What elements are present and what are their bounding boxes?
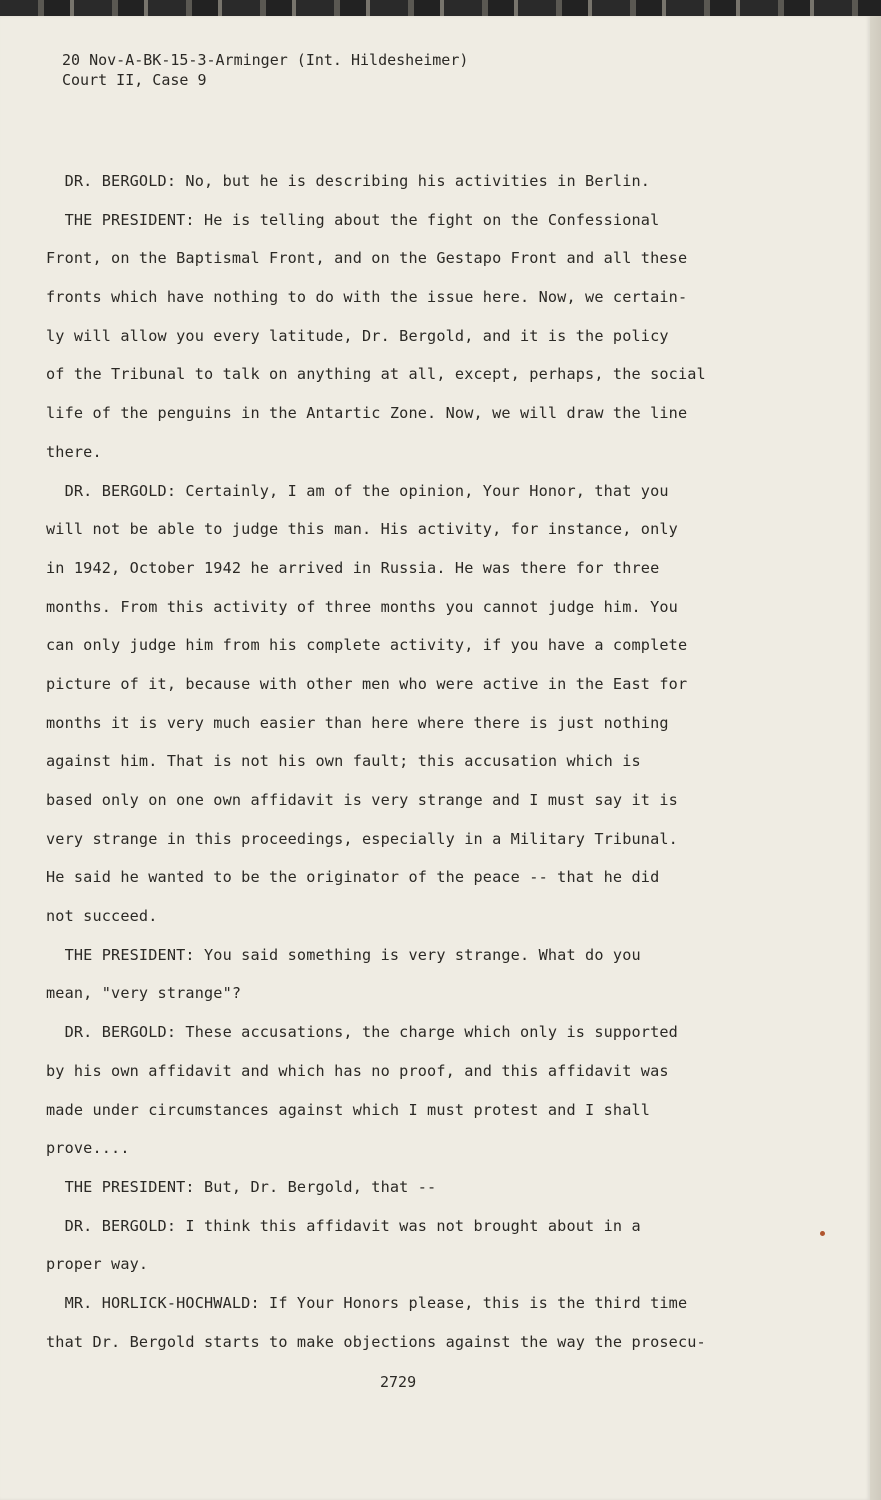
text-line: He said he wanted to be the originator of the peace -- that he did [46, 868, 660, 887]
text-line: ly will allow you every latitude, Dr. Bergold, and it is the policy [46, 326, 669, 345]
header-line-2: Court II, Case 9 [62, 71, 207, 89]
text-line: THE PRESIDENT: He is telling about the fight on the Confessional [46, 210, 660, 229]
text-line: by his own affidavit and which has no proof, and this affidavit was [46, 1061, 669, 1080]
text-line: of the Tribunal to talk on anything at all, except, perhaps, the social [46, 365, 706, 384]
text-line: proper way. [46, 1255, 149, 1274]
text-line: picture of it, because with other men who were active in the East for [46, 674, 688, 693]
text-line: DR. BERGOLD: These accusations, the charge which only is supported [46, 1023, 678, 1042]
text-line: that Dr. Bergold starts to make objections against the way the prosecu- [46, 1332, 706, 1351]
text-line: DR. BERGOLD: Certainly, I am of the opinion, Your Honor, that you [46, 481, 669, 500]
text-line: months it is very much easier than here where there is just nothing [46, 713, 669, 732]
text-line: very strange in this proceedings, especially in a Military Tribunal. [46, 829, 678, 848]
page-right-edge [870, 16, 881, 1500]
document-header [62, 50, 468, 90]
text-line: DR. BERGOLD: I think this affidavit was not brought about in a [46, 1216, 641, 1235]
text-line: in 1942, October 1942 he arrived in Russia. He was there for three [46, 558, 660, 577]
text-line: months. From this activity of three months you cannot judge him. You [46, 597, 678, 616]
text-line: can only judge him from his complete activity, if you have a complete [46, 636, 688, 655]
text-line: mean, "very strange"? [46, 984, 242, 1003]
scan-top-edge [0, 0, 881, 16]
text-line: Front, on the Baptismal Front, and on the Gestapo Front and all these [46, 249, 688, 268]
text-line: life of the penguins in the Antartic Zone. Now, we will draw the line [46, 404, 688, 423]
text-line: will not be able to judge this man. His activity, for instance, only [46, 520, 678, 539]
text-line: MR. HORLICK-HOCHWALD: If Your Honors please, this is the third time [46, 1293, 688, 1312]
text-line: prove.... [46, 1139, 130, 1158]
text-line: fronts which have nothing to do with the issue here. Now, we certain- [46, 288, 688, 307]
page-number: 2729 [380, 1373, 417, 1391]
text-line: made under circumstances against which I must protest and I shall [46, 1100, 651, 1119]
text-line: not succeed. [46, 907, 158, 926]
text-line: THE PRESIDENT: You said something is very strange. What do you [46, 945, 641, 964]
text-line: THE PRESIDENT: But, Dr. Bergold, that -- [46, 1177, 437, 1196]
text-line: against him. That is not his own fault; this accusation which is [46, 752, 641, 771]
header-line-1: 20 Nov-A-BK-15-3-Arminger (Int. Hildesheimer) [62, 51, 469, 69]
transcript-body [46, 168, 746, 1367]
text-line: there. [46, 442, 102, 461]
ink-spot [820, 1231, 825, 1236]
text-line: based only on one own affidavit is very strange and I must say it is [46, 791, 678, 809]
text-line: DR. BERGOLD: No, but he is describing his activities in Berlin. [46, 172, 651, 190]
